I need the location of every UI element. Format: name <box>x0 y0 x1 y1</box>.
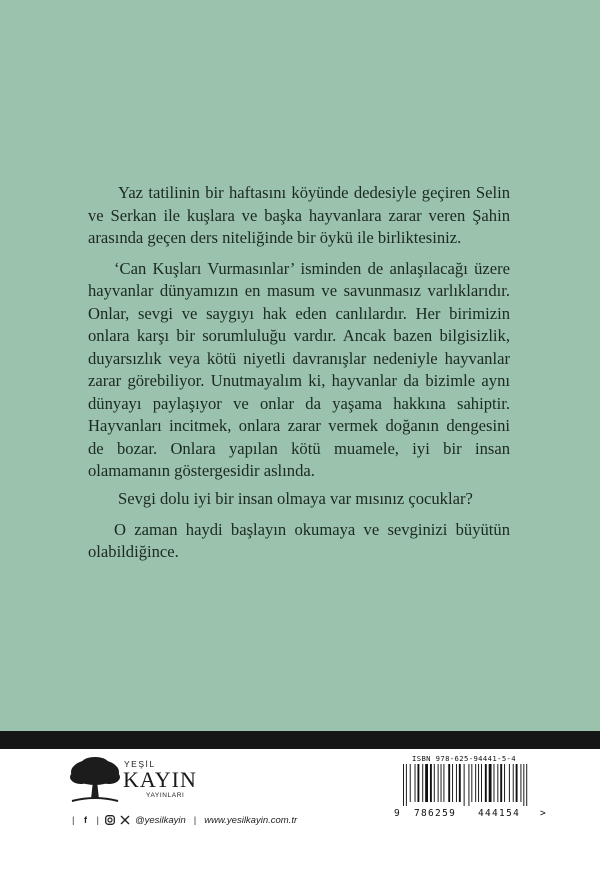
social-bar <box>68 813 297 827</box>
barcode-digit-first: 9 <box>394 808 400 819</box>
publisher-logo <box>68 755 208 805</box>
barcode-bar <box>526 764 527 806</box>
barcode-bar <box>471 764 472 802</box>
barcode-bar <box>523 764 524 806</box>
publisher-word-kayin: KAYIN <box>123 767 197 792</box>
divider: | <box>193 814 197 826</box>
barcode-bar <box>481 764 482 802</box>
social-handle[interactable]: @yesilkayin <box>134 814 186 826</box>
barcode-bar <box>500 764 502 802</box>
barcode-bar <box>406 764 407 806</box>
barcode-bar <box>520 764 521 802</box>
barcode-bar <box>459 764 461 802</box>
blurb-paragraph-1: Yaz tatilinin bir haftasını köyünde dedesiyle geçiren Selin ve Serkan ile kuşlara ve başka hayvanlara zarar veren Şahin arasında geçen ders niteliğinde bir öykü ile birliktesiniz. <box>88 183 510 247</box>
barcode-arrow: > <box>540 808 546 819</box>
barcode-bar <box>456 764 457 802</box>
barcode-bar <box>516 764 518 802</box>
blurb-paragraph-3: Sevgi dolu iyi bir insan olmaya var mısınız çocuklar? <box>118 489 473 508</box>
blurb-paragraph-2: ‘Can Kuşları Vurmasınlar’ isminden de anlaşılacağı üzere hayvanlar dünyamızın en masum ve savunmasız varlıklarıdır. Onlar, sevgi ve saygıyı hak eden canlılardır. Her birimizin onlara karşı bir sorumluluğu vardır. Ancak bazen bilgisizlik, duyarsızlık veya kötü niyetli davranışlar nedeniyle hayvanlar zarar görebiliyor. Unutmayalım ki, hayvanlar da bizimle aynı dünyayı paylaşıyor ve onlar da yaşama hakkına sahiptir. Hayvanları incitmek, onlara zarar vermek doğanın dengesini de bozar. Onlara yapılan kötü muamele, iyi bir insan olamamanın göstergesidir aslında. <box>88 258 510 480</box>
barcode-bar <box>464 764 465 806</box>
barcode-bar <box>425 764 428 802</box>
barcode-bar <box>415 764 416 802</box>
isbn-label: ISBN 978-625-94441-5-4 <box>412 754 516 763</box>
blurb-block-2 <box>88 488 510 564</box>
barcode-bar <box>403 764 404 806</box>
barcode-bar <box>497 764 498 802</box>
barcode-bar <box>438 764 439 802</box>
blurb-paragraph-4: O zaman haydi başlayın okumaya ve sevginizi büyütün olabildiğince. <box>88 519 510 561</box>
website-link[interactable]: www.yesilkayin.com.tr <box>204 814 298 826</box>
facebook-icon[interactable]: f <box>83 815 87 825</box>
blurb-block-1 <box>88 182 510 483</box>
publisher-word-yayinlari: YAYINLARI <box>146 792 185 799</box>
tree-icon <box>68 757 122 805</box>
barcode-bar <box>410 764 411 802</box>
barcode-bar <box>452 764 453 802</box>
barcode-bar <box>494 764 495 802</box>
barcode-bar <box>489 764 492 802</box>
barcode-bar <box>509 764 510 802</box>
barcode-bar <box>443 764 444 802</box>
barcode-bar <box>417 764 419 802</box>
barcode-digits-right: 444154 <box>478 808 521 819</box>
barcode-bar <box>441 764 442 802</box>
divider: | <box>96 814 99 826</box>
barcode-digits-left: 786259 <box>414 808 457 819</box>
barcode-bar <box>422 764 423 802</box>
barcode-bar <box>513 764 514 802</box>
barcode-bar <box>475 764 476 802</box>
publisher-word-yesil: YEŞİL <box>124 759 156 769</box>
black-band <box>0 731 600 749</box>
barcode-bar <box>434 764 435 802</box>
barcode-bar <box>468 764 469 806</box>
barcode-bar <box>485 764 487 802</box>
barcode-bar <box>478 764 479 802</box>
barcode-bar <box>504 764 505 802</box>
instagram-icon[interactable] <box>105 815 115 825</box>
x-twitter-icon[interactable] <box>120 815 130 825</box>
divider: | <box>72 814 75 826</box>
barcode-bar <box>448 764 450 802</box>
barcode-bar <box>430 764 432 802</box>
barcode <box>402 764 534 806</box>
